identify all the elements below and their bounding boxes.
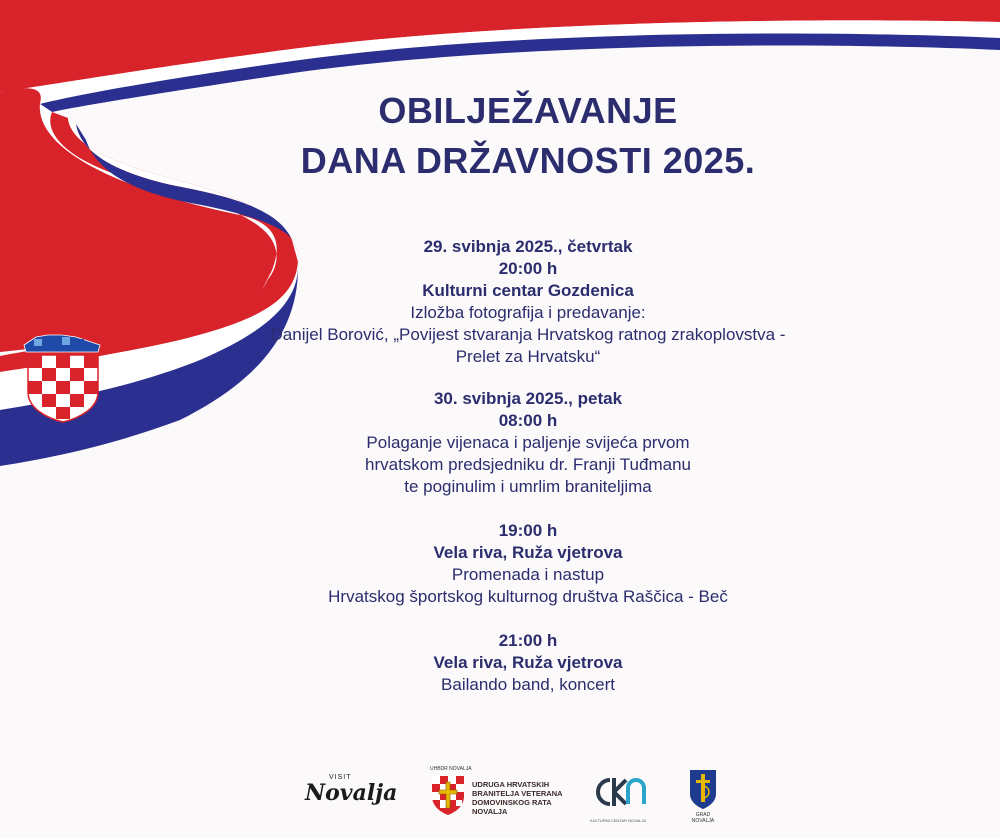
event-date: 30. svibnja 2025., petak <box>433 389 623 408</box>
event-place: Vela riva, Ruža vjetrova <box>433 543 623 562</box>
event-description: Prelet za Hrvatsku“ <box>455 347 601 366</box>
event-description: Danijel Borović, „Povijest stvaranja Hrvatskog ratnog zrakoplovstva - <box>270 325 786 344</box>
grad-label: GRAD NOVALJA <box>691 812 715 824</box>
title-line-2: DANA DRŽAVNOSTI 2025. <box>300 140 756 181</box>
event-3 <box>56 520 1000 608</box>
grad-novalja-logo <box>688 768 718 826</box>
event-description: Hrvatskog športskog kulturnog društva Raščica - Beč <box>328 587 728 606</box>
visit-label: VISIT <box>329 774 352 781</box>
event-description: Promenada i nastup <box>451 565 605 584</box>
ckn-logo <box>590 770 660 823</box>
veterans-shield-icon <box>430 774 466 816</box>
event-1 <box>56 236 1000 368</box>
event-4 <box>56 630 1000 696</box>
event-2 <box>56 388 1000 498</box>
udruga-caption: UHBDR NOVALJA <box>430 766 472 772</box>
page-title <box>56 86 1000 186</box>
grad-novalja-crest-icon <box>688 768 718 810</box>
event-description: te poginulim i umrlim braniteljima <box>404 477 652 496</box>
event-time: 20:00 h <box>498 259 558 278</box>
ckn-subtitle: KULTURNI CENTAR NOVALJA <box>590 818 647 823</box>
event-time: 21:00 h <box>498 631 558 650</box>
novalja-wordmark: Novalja <box>305 780 398 806</box>
ckn-mark-icon <box>590 770 652 814</box>
event-description: hrvatskom predsjedniku dr. Franji Tuđmanu <box>365 455 691 474</box>
udruga-name: UDRUGA HRVATSKIH BRANITELJA VETERANA DOMOVINSKOG RATA NOVALJA <box>472 780 563 816</box>
event-time: 08:00 h <box>498 411 558 430</box>
event-program <box>56 236 1000 716</box>
event-place: Kulturni centar Gozdenica <box>422 281 634 300</box>
event-description: Polaganje vijenaca i paljenje svijeća prvom <box>366 433 690 452</box>
event-description: Bailando band, koncert <box>441 675 615 694</box>
visit-novalja-logo <box>305 774 398 814</box>
sponsor-logos <box>0 760 1000 830</box>
event-place: Vela riva, Ruža vjetrova <box>433 653 623 672</box>
event-time: 19:00 h <box>498 521 558 540</box>
event-description: Izložba fotografija i predavanje: <box>410 303 646 322</box>
title-line-1: OBILJEŽAVANJE <box>378 90 678 131</box>
event-date: 29. svibnja 2025., četvrtak <box>423 237 633 256</box>
udruga-logo <box>430 766 570 818</box>
